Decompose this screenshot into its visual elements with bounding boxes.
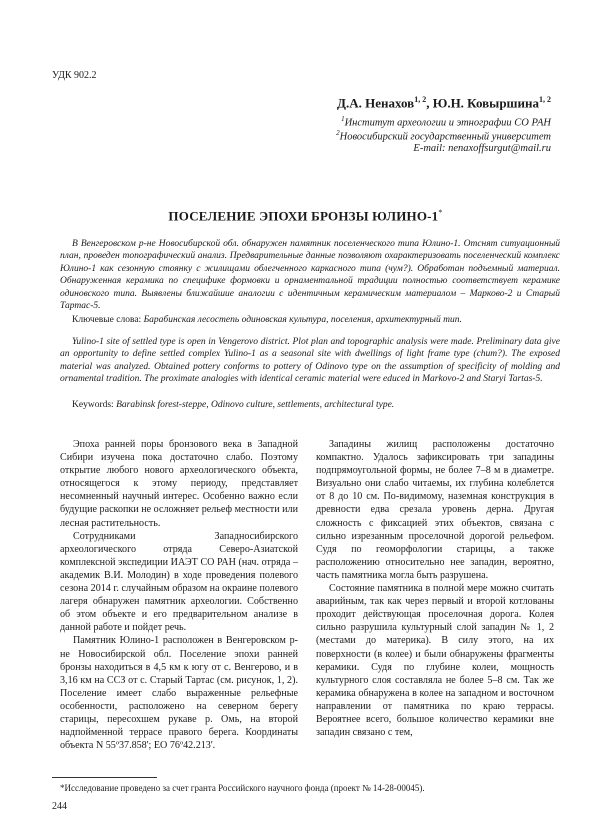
- abstract-en-text: Yulino-1 site of settled type is open in Vengerovo district. Plot plan and topographic analysis were made. Preliminary data give an opportunity to define settled complex Yulino-1 as a seasonal site with dwellings of light frame type (chum?). The exposed material was analyzed. Obtained pottery conforms to pottery of Odinovo type on the assumption of specificity of molding and ornamental tradition. The proximate analogies with identical ceramic material were educed in Markovo-2 and Staryi Tartas-5.: [60, 337, 560, 385]
- affiliation-1: [341, 115, 551, 129]
- keywords-ru-label: Ключевые слова:: [72, 315, 142, 325]
- footnote: *Исследование проведено за счет гранта Российского научного фонда (проект № 14-28-00045).: [60, 783, 425, 793]
- affiliation-2: [336, 129, 551, 143]
- email-text: E-mail: nenaxoffsurgut@mail.ru: [413, 143, 551, 154]
- paragraph: Эпоха ранней поры бронзового века в Западной Сибири изучена пока достаточно слабо. Поэтому открытие любого нового археологического объекта, относящегося к этому периоду, представляет несомненный научный интерес. Особенно важно если будущие раскопки не осложняет рельеф местности или лесная растительность.: [60, 439, 298, 529]
- paragraph: Сотрудниками Западносибирского археологического отряда Северо-Азиатской комплексной экспедиции ИАЭТ СО РАН (нач. отряда – академик В.И. Молодин) в ходе проведения полевого сезона 2014 г. случайным образом на окраине полевого лагеря обнаружен памятник археологии. Собственно об этом объекте и его предварительном анализе в данной работе и пойдет речь.: [60, 530, 298, 634]
- keywords-russian: [60, 314, 560, 326]
- affiliation-1-sup: 1: [341, 115, 345, 123]
- affiliation-2-sup: 2: [336, 129, 340, 137]
- author-1-affil: 1, 2: [414, 95, 427, 104]
- paper-title: [0, 208, 611, 224]
- affiliation-2-text: Новосибирский государственный университет: [339, 131, 551, 143]
- author-email: [413, 143, 551, 154]
- udk-code: УДК 902.2: [52, 70, 97, 81]
- author-2-affil: 1, 2: [539, 95, 551, 104]
- paragraph: Западины жилищ расположены достаточно компактно. Удалось зафиксировать три западины подпрямоугольной формы, не более 7–8 м в диаметре. Визуально они слабо читаемы, их глубина колеблется от 8 до 10 см. По-видимому, наземная конструкция в древности едва срезала уровень дерна. Другая сложность с фиксацией этих объектов, связана с сильно изрезанным проселочной дорогой рельефом. Судя по геоморфологии старицы, а также расположению относительно нее западин, вероятно, часть памятника могла быть разрушена.: [316, 439, 554, 581]
- abstract-english: [60, 336, 560, 386]
- paragraph: Памятник Юлино-1 расположен в Венгеровском р-не Новосибирской обл. Поселение эпохи ранней бронзы находиться в 4,5 км к югу от с. Венгерово, и в 3,16 км на ССЗ от с. Старый Тартас (см. рисунок, 1, 2). Поселение имеет слабо выраженные рельефные особенности, расположено на северном берегу старицы, пересохшем рукаве р. Омь, на второй надпойменной террасе правого берега. Координаты объекта N 55º37.858'; ЕО 76º42.213'.: [60, 635, 298, 752]
- keywords-ru-value: Барабинская лесостепь одиновская культура, поселения, архитектурный тип.: [143, 315, 462, 325]
- affiliation-1-text: Институт археологии и этнографии СО РАН: [344, 117, 551, 129]
- body-column-left: [60, 438, 298, 752]
- keywords-en-value: Barabinsk forest-steppe, Odinovo culture, settlements, architectural type.: [116, 400, 395, 410]
- abstract-russian: [60, 238, 560, 312]
- keywords-english: [60, 399, 560, 411]
- title-text: ПОСЕЛЕНИЕ ЭПОХИ БРОНЗЫ ЮЛИНО-1: [168, 208, 439, 224]
- keywords-en-label: Keywords:: [72, 400, 114, 410]
- paragraph: Состояние памятника в полной мере можно считать аварийным, так как через первый и второй котлованы проходит действующая проселочная дорога. Колея сильно разрушила культурный слой западин № 1, 2 (местами до материка). В силу этого, на их поверхности (в колее) и были обнаружены фрагменты керамики. Судя по глубине колеи, мощность культурного слоя составляла не более 5–8 см. Так же керамика обнаружена в колее на западном и восточном направлении от памятника по краю террасы. Вероятнее всего, большое количество керамики вне западин связано с тем,: [316, 583, 554, 739]
- abstract-ru-text: В Венгеровском р-не Новосибирской обл. обнаружен памятник поселенческого типа Юлино-1. Отснят ситуационный план, проведен топографический анализ. Предварительные данные позволяют охарактеризовать поселенческий комплекс Юлино-1 как сезонную стоянку с жилищами облегченного каркасного типа (чум?). Обработан подъемный материал. Обнаруженная керамика по специфике формовки и орнаментальной традиции полностью соответствует керамике одиновского типа. Выявлены ближайшие аналогии с идентичным керамическим материалом – Марково-2 и Старый Тартас-5.: [60, 239, 560, 312]
- author-2: Ю.Н. Ковыршина: [432, 95, 539, 111]
- authors-line: Д.А. Ненахов$^{1, 2}$, Ю.Н. Ковыршина$^{1, 2}$: [337, 95, 551, 111]
- title-footnote-marker: *: [438, 208, 443, 217]
- author-1: Д.А. Ненахов: [337, 95, 415, 111]
- footnote-divider: [52, 777, 157, 778]
- page-number: 244: [52, 801, 67, 812]
- body-column-right: [316, 438, 554, 739]
